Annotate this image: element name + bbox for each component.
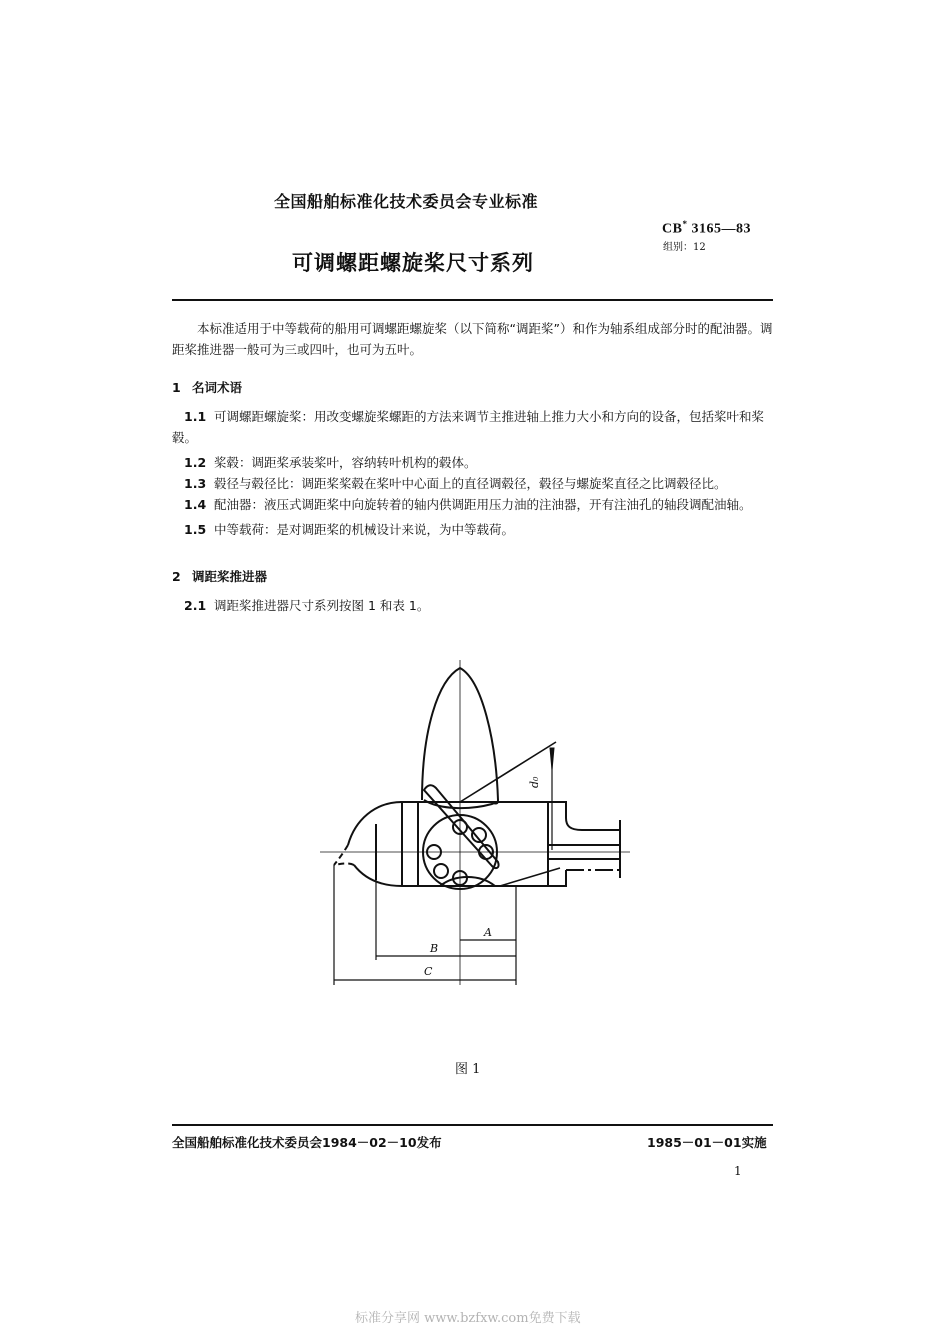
document-title: 可调螺距螺旋桨尺寸系列 [292,251,534,275]
section-heading: 2 调距桨推进器 [172,569,268,584]
issue-date: 全国船舶标准化技术委员会1984－02－10发布 [172,1135,442,1150]
standard-code-prefix: CB [662,221,683,237]
section-1 [172,377,774,540]
section-heading: 1 名词术语 [172,380,243,395]
dim-a-label: A [484,926,492,939]
term-item: 1.1 可调螺距螺旋桨：用改变螺旋桨螺距的方法来调节主推进轴上推力大小和方向的设备，包括桨叶和桨毂。 [172,409,765,445]
header-divider [172,299,773,301]
intro-paragraph: 本标准适用于中等载荷的船用可调螺距螺旋桨（以下简称“调距桨”）和作为轴系组成部分时的配油器。调距桨推进器一般可为三或四叶，也可为五叶。 [172,321,773,357]
page-number: 1 [734,1164,742,1178]
watermark: 标准分享网 www.bzfxw.com免费下载 [355,1311,581,1326]
effective-date: 1985－01－01实施 [647,1135,767,1150]
dim-c-label: C [424,965,433,978]
intro-paragraph-block [172,318,774,360]
term-item: 1.3 毂径与毂径比：调距桨桨毂在桨叶中心面上的直径调毂径，毂径与螺旋桨直径之比调毂径比。 [184,476,727,491]
term-item: 1.2 桨毂：调距桨承装桨叶，容纳转叶机构的毂体。 [184,455,477,470]
standard-code [662,219,751,238]
dim-b-label: B [430,942,439,955]
standard-code-number: 3165—83 [687,221,751,237]
section-2 [172,566,774,616]
hub-front-band [400,802,402,886]
committee-title: 全国船舶标准化技术委员会专业标准 [274,192,539,211]
footer-divider [172,1124,773,1126]
hub-diameter-label: d₀ [528,776,541,788]
term-item: 1.5 中等载荷：是对调距桨的机械设计来说，为中等载荷。 [184,522,515,537]
figure-caption: 图 1 [455,1062,481,1077]
propeller-drawing [320,660,640,1000]
standard-code-mark: * [682,219,688,229]
term-item: 1.4 配油器：液压式调距桨中向旋转着的轴内供调距用压力油的注油器，开有注油孔的轴段调配油轴。 [184,497,752,512]
group-label: 组别：12 [663,242,706,253]
term-item: 2.1 调距桨推进器尺寸系列按图 1 和表 1。 [184,598,430,613]
